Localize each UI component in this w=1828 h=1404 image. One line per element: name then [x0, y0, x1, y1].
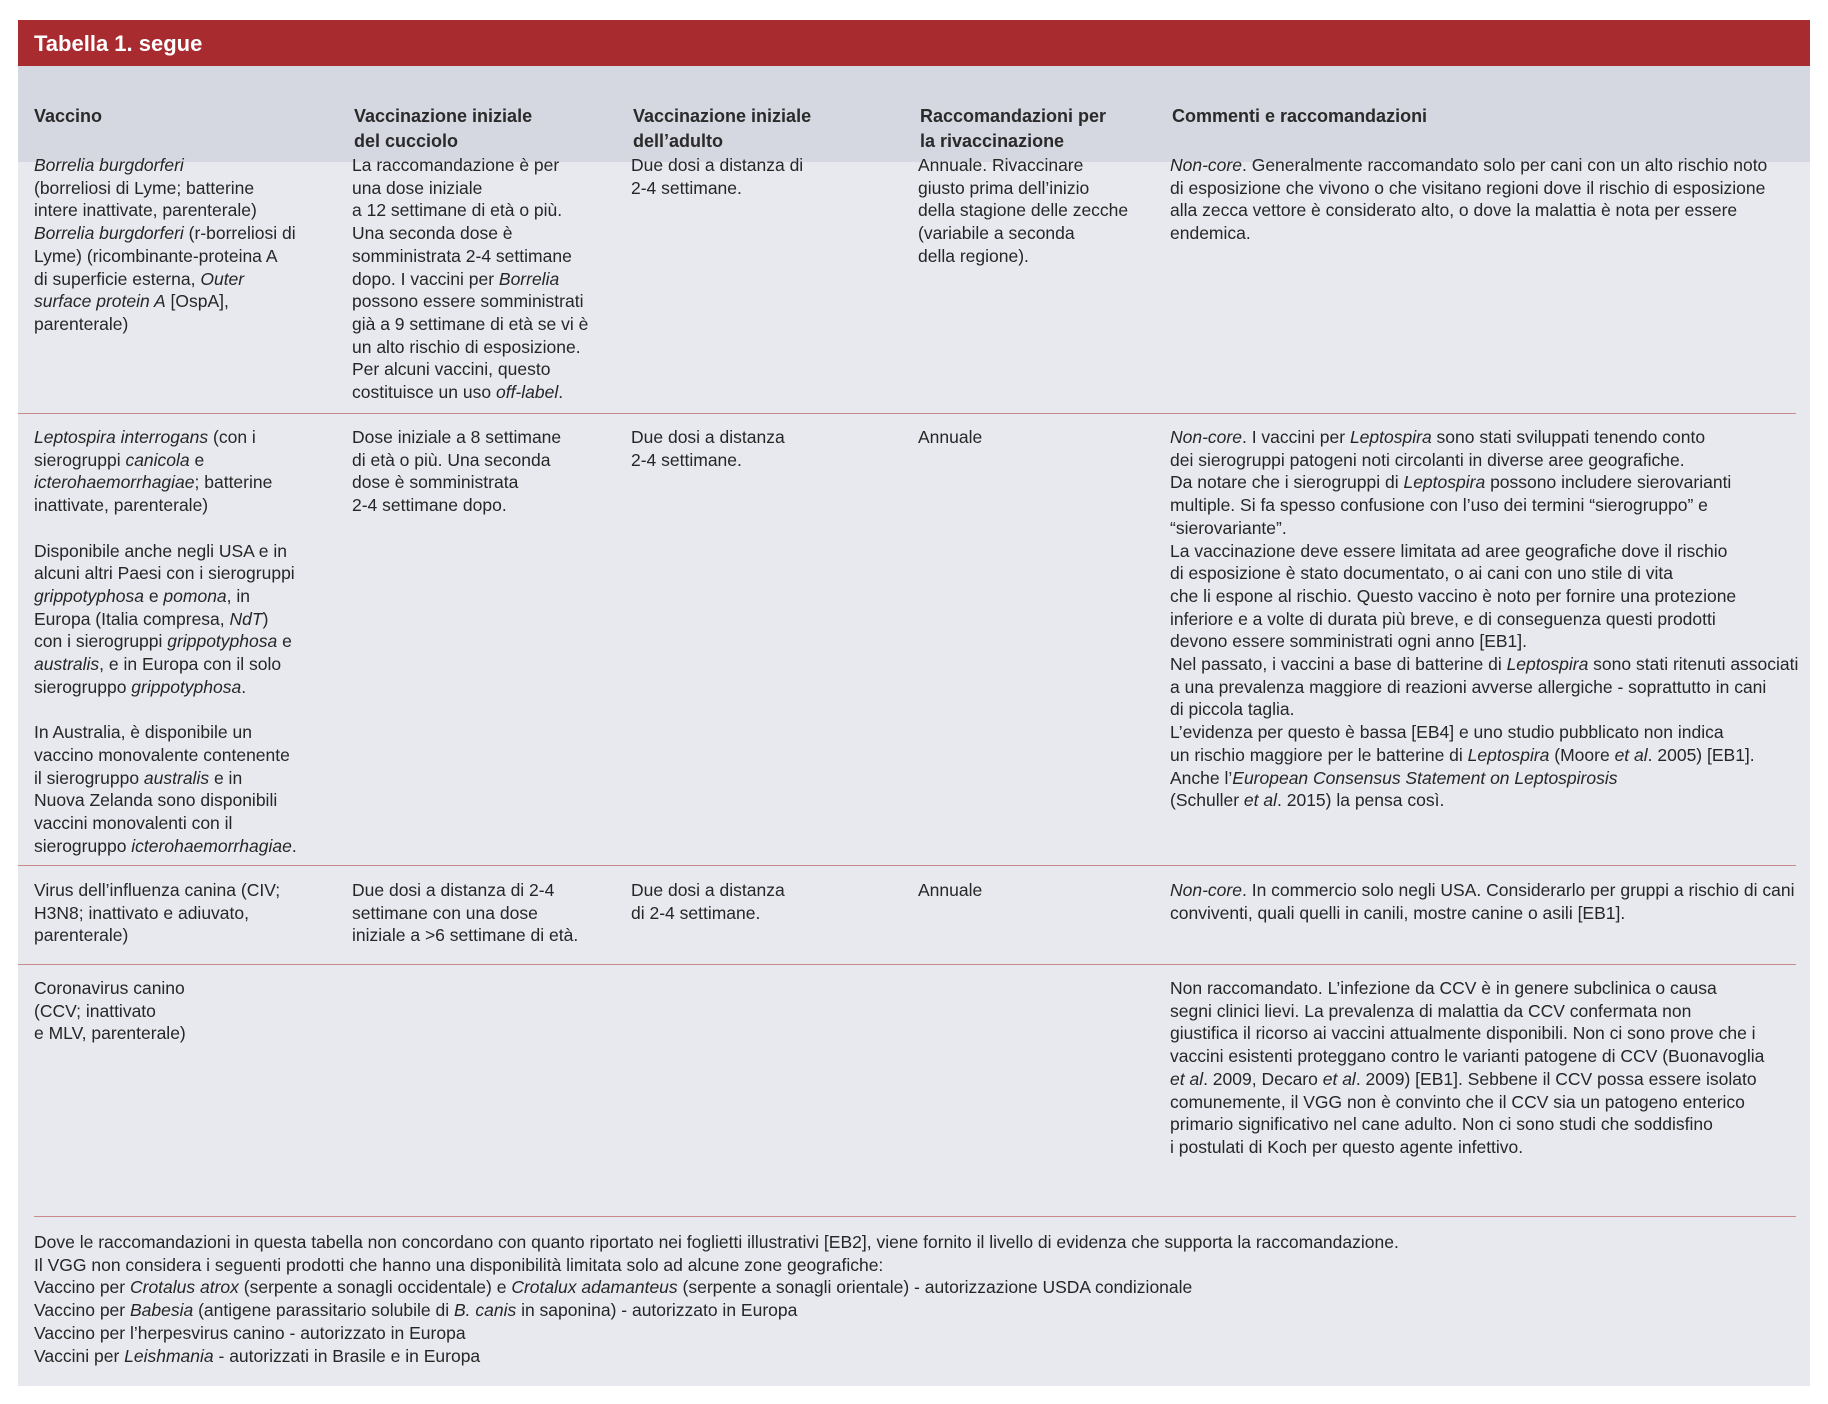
cell-revaccination: Annuale — [918, 427, 983, 447]
column-header-revaccination: Raccomandazioni per la rivaccinazione — [920, 106, 1107, 151]
table-footnote: Dove le raccomandazioni in questa tabella non concordano con quanto riportato nei foglietti illustrativi [EB2], viene fornito il livello di evidenza che supporta la raccomandazione. Il VGG non considera i seguenti prodotti che hanno una disponibilità limitata solo ad alcune zone geografiche: Vaccino per Crotalus atrox (serpente a sonagli occidentale) e Crotalux adamanteus (serpente a sonagli orientale) - autorizzazione USDA condizionale Vaccino per Babesia (antigene parassitario solubile di B. canis in saponina) - autorizzato in Europa Vaccino per l’herpesvirus canino - autorizzato in Europa Vaccini per Leishmania - autorizzati in Brasile e in Europa — [34, 1232, 1399, 1366]
footnote-divider — [34, 1216, 1796, 1217]
column-header-vaccine: Vaccino — [34, 106, 103, 126]
column-header-puppy: Vaccinazione iniziale del cucciolo — [354, 106, 533, 151]
cell-revaccination: Annuale — [918, 880, 983, 900]
cell-adult: Due dosi a distanza di 2-4 settimane. — [631, 155, 804, 198]
row-divider — [18, 964, 1796, 965]
row-divider — [18, 865, 1796, 866]
cell-puppy: Due dosi a distanza di 2-4 settimane con una dose iniziale a >6 settimane di età. — [352, 880, 579, 946]
cell-comments: Non-core. I vaccini per Leptospira sono stati sviluppati tenendo conto dei sierogruppi patogeni noti circolanti in diverse aree geografiche. Da notare che i sierogruppi di Leptospira possono includere sierovarianti multiple. Si fa spesso confusione con l’uso dei termini “sierogruppo” e “sierovariante”. La vaccinazione deve essere limitata ad aree geografiche dove il rischio di esposizione è stato documentato, o ai cani con uno stile di vita che li espone al rischio. Questo vaccino è noto per fornire una protezione inferiore e a volte di durata più breve, e di conseguenza questi prodotti devono essere somministrati ogni anno [EB1]. Nel passato, i vaccini a base di batterine di Leptospira sono stati ritenuti associati a una prevalenza maggiore di reazioni avverse allergiche - soprattutto in cani di piccola taglia. L’evidenza per questo è bassa [EB4] e uno studio pubblicato non indica un rischio maggiore per le batterine di Leptospira (Moore et al. 2005) [EB1]. Anche l’European Consensus Statement on Leptospirosis (Schuller et al. 2015) la pensa così. — [1170, 427, 1799, 811]
table-title-bar — [18, 20, 1810, 66]
table-panel — [18, 20, 1810, 1386]
cell-puppy: Dose iniziale a 8 settimane di età o più. Una seconda dose è somministrata 2-4 settimane dopo. — [352, 427, 562, 516]
cell-comments: Non-core. In commercio solo negli USA. Considerarlo per gruppi a rischio di cani conviventi, quali quelli in canili, mostre canine o asili [EB1]. — [1170, 880, 1795, 923]
cell-vaccine: Leptospira interrogans (con i sierogruppi canicola e icterohaemorrhagiae; batterine inattivate, parenterale) Disponibile anche negli USA e in alcuni altri Paesi con i sierogruppi grippotyphosa e pomona, in Europa (Italia compresa, NdT) con i sierogruppi grippotyphosa e australis, e in Europa con il solo sierogruppo grippotyphosa. In Australia, è disponibile un vaccino monovalente contenente il sierogruppo australis e in Nuova Zelanda sono disponibili vaccini monovalenti con il sierogruppo icterohaemorrhagiae. — [34, 427, 297, 856]
column-header-adult: Vaccinazione iniziale dell’adulto — [633, 106, 812, 151]
cell-revaccination: Annuale. Rivaccinare giusto prima dell’inizio della stagione delle zecche (variabile a seconda della regione). — [918, 155, 1129, 266]
table-title: Tabella 1. segue — [34, 31, 203, 56]
cell-adult: Due dosi a distanza di 2-4 settimane. — [631, 880, 785, 923]
cell-adult: Due dosi a distanza 2-4 settimane. — [631, 427, 785, 470]
column-header-comments: Commenti e raccomandazioni — [1172, 106, 1428, 126]
table-header — [18, 66, 1810, 162]
cell-vaccine: Borrelia burgdorferi (borreliosi di Lyme; batterine intere inattivate, parenterale) Borrelia burgdorferi (r-borreliosi di Lyme) (ricombinante-proteina A di superficie esterna, Outer surface protein A [OspA], parenterale) — [34, 155, 296, 334]
cell-puppy: La raccomandazione è per una dose iniziale a 12 settimane di età o più. Una seconda dose è somministrata 2-4 settimane dopo. I vaccini per Borrelia possono essere somministrati già a 9 settimane di età se vi è un alto rischio di esposizione. Per alcuni vaccini, questo costituisce un uso off-label. — [352, 155, 589, 403]
row-divider — [18, 413, 1796, 414]
cell-vaccine: Coronavirus canino (CCV; inattivato e MLV, parenterale) — [34, 978, 186, 1044]
cell-comments: Non-core. Generalmente raccomandato solo per cani con un alto rischio noto di esposizione che vivono o che visitano regioni dove il rischio di esposizione alla zecca vettore è considerato alto, o dove la malattia è nota per essere endemica. — [1170, 155, 1768, 244]
cell-vaccine: Virus dell’influenza canina (CIV; H3N8; inattivato e adiuvato, parenterale) — [34, 880, 281, 946]
cell-comments: Non raccomandato. L’infezione da CCV è in genere subclinica o causa segni clinici lievi. La prevalenza di malattia da CCV confermata non giustifica il ricorso ai vaccini attualmente disponibili. Non ci sono prove che i vaccini esistenti proteggano contro le varianti patogene di CCV (Buonavoglia et al. 2009, Decaro et al. 2009) [EB1]. Sebbene il CCV possa essere isolato comunemente, il VGG non è convinto che il CCV sia un patogeno enterico primario significativo nel cane adulto. Non ci sono studi che soddisfino i postulati di Koch per questo agente infettivo. — [1170, 978, 1765, 1157]
